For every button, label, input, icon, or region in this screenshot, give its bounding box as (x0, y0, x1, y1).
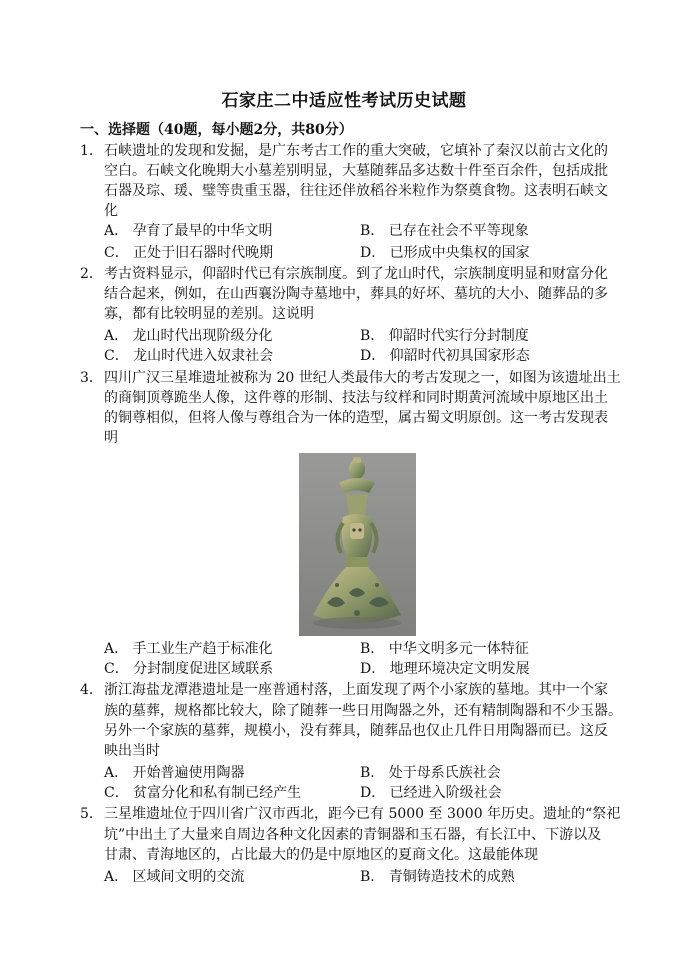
question-text-line: 石峡遗址的发现和发掘，是广东考古工作的重大突破，它填补了秦汉以前古文化的 (104, 143, 608, 159)
page-title: 石家庄二中适应性考试历史试题 (221, 91, 467, 111)
option-d: D． 仰韶时代初具国家形态 (360, 348, 530, 364)
question-text-line: 考古资料显示，仰韶时代已有宗族制度。到了龙山时代，宗族制度明显和财富分化 (104, 266, 608, 282)
option-d: D． 已经进入阶级社会 (360, 785, 502, 801)
option-b: B． 青铜铸造技术的成熟 (360, 869, 515, 885)
option-a: A． 龙山时代出现阶级分化 (104, 328, 273, 344)
question-text-line: 甘肃、青海地区的，占比最大的仍是中原地区的夏商文化。这最能体现 (104, 847, 538, 863)
section-heading: 一、选择题（40题，每小题2分，共80分） (80, 122, 353, 138)
option-b: B． 已存在社会不平等现象 (360, 223, 529, 239)
question-text-line: 四川广汉三星堆遗址被称为 20 世纪人类最伟大的考古发现之一，如图为该遗址出土 (104, 370, 621, 386)
question-text-line: 族的墓葬，规格都比较大，除了随葬一些日用陶器之外，还有精制陶器和不少玉器。 (104, 703, 622, 719)
option-c: C． 分封制度促进区域联系 (104, 661, 274, 677)
option-b: B． 处于母系氏族社会 (360, 765, 501, 781)
question-text-line: 映出当时 (104, 743, 160, 759)
option-b: B． 中华文明多元一体特征 (360, 641, 529, 657)
question-text-line: 另外一个家族的墓葬，规模小，没有葬具，随葬品也仅止几件日用陶器而已。这反 (104, 723, 608, 739)
question-number: 1． (80, 143, 103, 159)
question-number: 2． (80, 266, 103, 282)
question-text-line: 化 (104, 203, 118, 219)
option-c: C． 正处于旧石器时代晚期 (104, 245, 274, 261)
option-d: D． 已形成中央集权的国家 (360, 245, 530, 261)
option-c: C． 龙山时代进入奴隶社会 (104, 348, 274, 364)
option-a: A． 区域间文明的交流 (104, 869, 245, 885)
option-a: A． 开始普遍使用陶器 (104, 765, 245, 781)
question-number: 5． (80, 806, 103, 822)
question-text-line: 的铜尊相似，但将人像与尊组合为一体的造型，属古蜀文明原创。这一考古发现表 (104, 410, 608, 426)
question-text-line: 三星堆遗址位于四川省广汉市西北，距今已有 5000 至 3000 年历史。遗址的“祭祀 (104, 806, 621, 822)
bronze-zun-figure-image (299, 453, 416, 636)
option-a: A． 手工业生产趋于标准化 (104, 641, 273, 657)
question-text-line: 空白。石峡文化晚期大小墓差别明显，大墓随葬品多达数十件至百余件，包括成批 (104, 163, 608, 179)
question-text-line: 浙江海盐龙潭港遗址是一座普通村落，上面发现了两个小家族的墓地。其中一个家 (104, 682, 608, 698)
option-b: B． 仰韶时代实行分封制度 (360, 328, 529, 344)
question-text-line: 石器及琮、瑗、璧等贵重玉器，往往还伴放稻谷米粒作为祭奠食物。这表明石峡文 (104, 183, 608, 199)
question-text-line: 结合起来，例如，在山西襄汾陶寺墓地中，葬具的好坏、墓坑的大小、随葬品的多 (104, 286, 608, 302)
question-text-line: 寡，都有比较明显的差别。这说明 (104, 306, 314, 322)
option-d: D． 地理环境决定文明发展 (360, 661, 530, 677)
option-a: A． 孕育了最早的中华文明 (104, 223, 273, 239)
bronze-kneeling-figure-illustration (299, 453, 416, 636)
question-text-line: 坑”中出土了大量来自周边各种文化因素的青铜器和玉石器，有长江中、下游以及 (104, 827, 602, 843)
question-number: 3． (80, 370, 103, 386)
question-number: 4． (80, 682, 103, 698)
question-text-line: 明 (104, 430, 118, 446)
option-c: C． 贫富分化和私有制已经产生 (104, 785, 302, 801)
question-text-line: 的商铜顶尊跪坐人像，这件尊的形制、技法与纹样和同时期黄河流域中原地区出土 (104, 390, 608, 406)
